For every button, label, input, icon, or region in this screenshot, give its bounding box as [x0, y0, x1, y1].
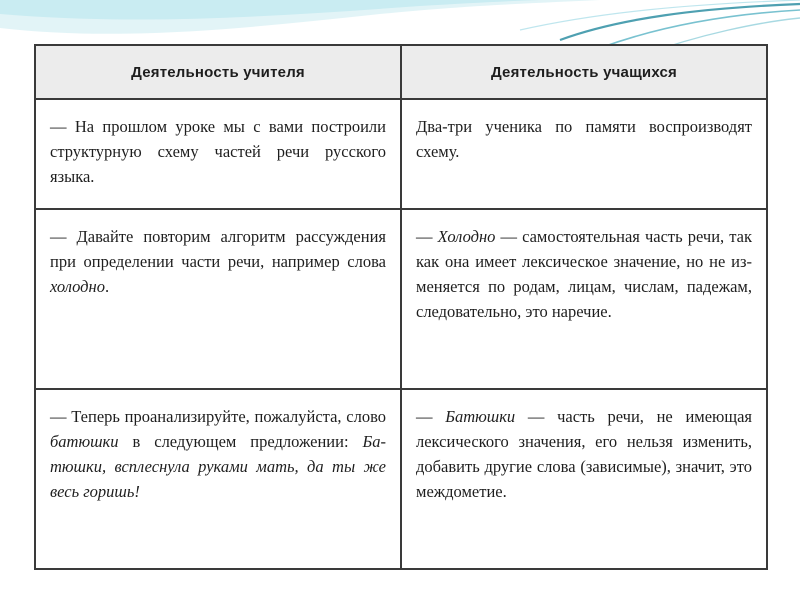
example-word: холодно	[50, 277, 105, 296]
header-teacher: Деятельность учителя	[35, 45, 401, 99]
table-row	[35, 99, 767, 209]
example-word: Холодно	[437, 227, 496, 246]
students-dash: —	[416, 407, 446, 426]
teacher-text-middle: в следующем предложении:	[118, 432, 363, 451]
students-dash: —	[416, 227, 438, 246]
table-row	[35, 389, 767, 569]
teacher-text: — Теперь проанализируйте, пожалуйста, слово	[50, 407, 386, 426]
teacher-cell	[35, 389, 401, 569]
teacher-cell	[35, 209, 401, 389]
example-word: Батюшки	[445, 407, 516, 426]
header-students: Деятельность учащихся	[401, 45, 767, 99]
header-row	[35, 45, 767, 99]
teacher-cell	[35, 99, 401, 209]
students-cell	[401, 389, 767, 569]
students-cell	[401, 209, 767, 389]
students-text: — самостоятельная часть речи, так как она имеет лексическое значение, но не изменяется по родам, лицам, числам, падежам, следовательно, это наречие.	[416, 227, 753, 321]
example-sentence: Батюшки, всплеснула руками мать, да ты же весь горишь!	[50, 432, 386, 501]
activity-table	[34, 44, 768, 570]
students-text: — часть речи, не имеющая лексического значения, его нельзя изменить, добавить другие слова (зависимые), значит, это междометие.	[416, 407, 753, 501]
students-cell	[401, 99, 767, 209]
table-row	[35, 209, 767, 389]
students-text: Два-три ученика по памяти воспроизводят схему.	[416, 117, 752, 161]
teacher-text-end: .	[104, 277, 110, 296]
teacher-text: — Давайте повторим алгоритм рассуждения при определении части речи, например слова	[50, 227, 386, 271]
teacher-text: — На прошлом уроке мы с вами построили структурную схему частей речи русского языка.	[50, 117, 386, 186]
example-word: батюшки	[50, 432, 119, 451]
